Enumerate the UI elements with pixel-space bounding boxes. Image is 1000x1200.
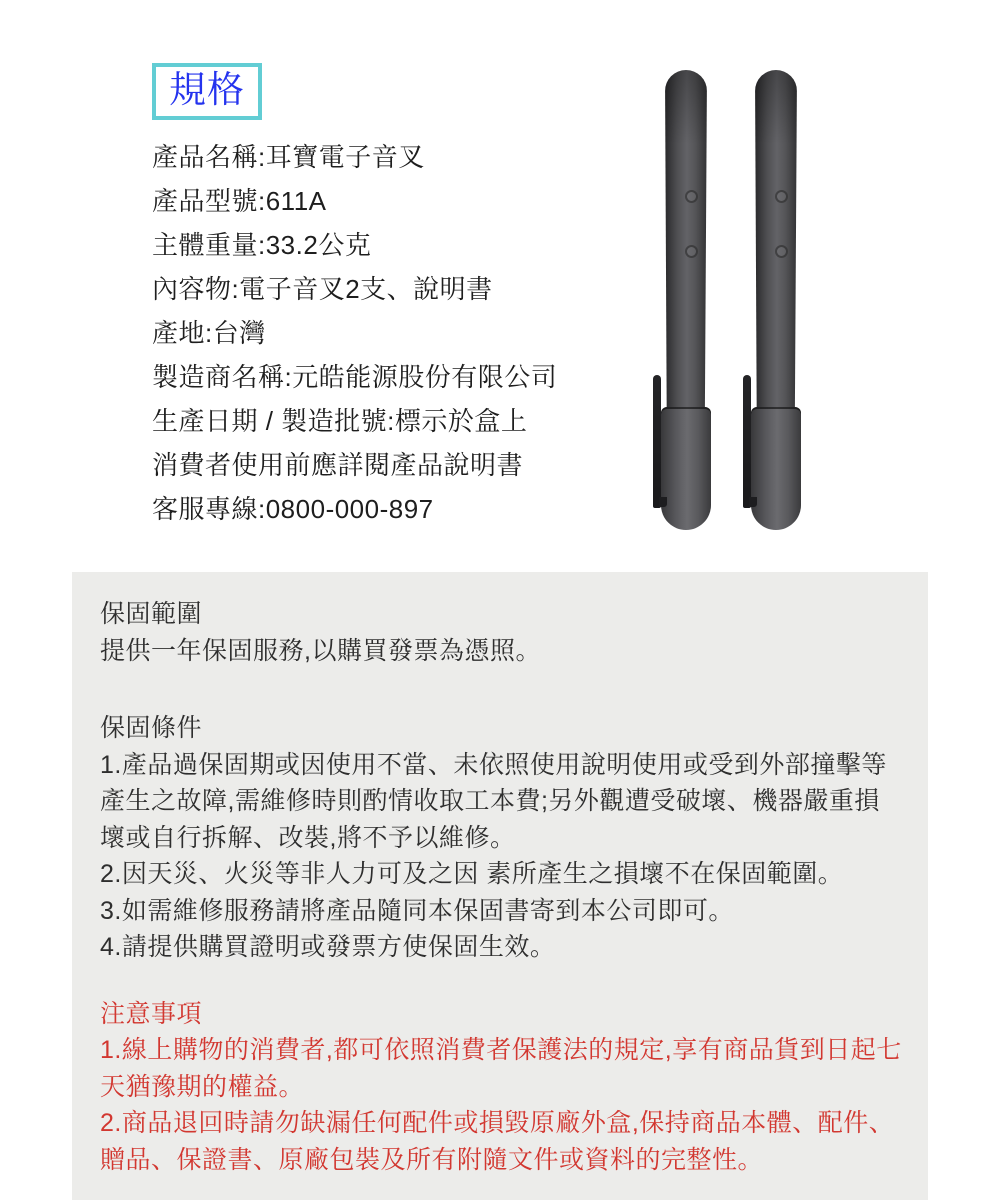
tuning-fork-pen-left — [660, 70, 712, 530]
pen-body — [755, 70, 797, 408]
spec-row-read-manual: 消費者使用前應詳閱產品說明書 — [152, 450, 524, 480]
spec-row-weight: 主體重量:33.2公克 — [152, 230, 372, 260]
warranty-condition-item-3: 3.如需維修服務請將產品隨同本保固書寄到本公司即可。 — [100, 896, 734, 925]
spec-row-model-number: 產品型號:611A — [152, 186, 327, 216]
notice-title: 注意事項 — [100, 999, 203, 1028]
pen-body — [665, 70, 707, 408]
pen-button-bottom — [775, 245, 788, 258]
pen-clip — [653, 375, 661, 508]
tuning-fork-pen-right — [750, 70, 802, 530]
pen-cap — [661, 407, 711, 530]
spec-rows — [152, 135, 557, 531]
spec-row-origin: 產地:台灣 — [152, 318, 266, 348]
pen-button-top — [685, 190, 698, 203]
warranty-panel — [72, 572, 928, 1200]
notice-item-2: 2.商品退回時請勿缺漏任何配件或損毀原廠外盒,保持商品本體、配件、贈品、保證書、原廠包裝及所有附隨文件或資料的完整性。 — [100, 1109, 895, 1174]
warranty-conditions-title: 保固條件 — [100, 714, 203, 742]
spec-row-service-hotline: 客服專線:0800-000-897 — [152, 494, 434, 524]
spec-row-manufacturer: 製造商名稱:元皓能源股份有限公司 — [152, 362, 558, 392]
pen-button-top — [775, 190, 788, 203]
pen-clip — [743, 375, 751, 508]
warranty-condition-item-4: 4.請提供購買證明或發票方使保固生效。 — [100, 933, 556, 961]
notice-item-1: 1.線上購物的消費者,都可依照消費者保護法的規定,享有商品貨到日起七天猶豫期的權益。 — [100, 1036, 902, 1101]
warranty-scope-text: 提供一年保固服務,以購買發票為憑照。 — [100, 636, 541, 665]
warranty-condition-item-1: 1.產品過保固期或因使用不當、未依照使用說明使用或受到外部撞擊等產生之故障,需維修時則酌情收取工本費;另外觀遭受破壞、機器嚴重損壞或自行拆解、改裝,將不予以維修。 — [100, 750, 887, 852]
warranty-condition-item-2: 2.因天災、火災等非人力可及之因 素所產生之損壞不在保固範圍。 — [100, 860, 844, 888]
warranty-scope-title: 保固範圍 — [100, 600, 203, 628]
pen-button-bottom — [685, 245, 698, 258]
pen-cap — [751, 407, 801, 530]
spec-row-production-date: 生產日期 / 製造批號:標示於盒上 — [152, 406, 528, 436]
spec-row-contents: 內容物:電子音叉2支、說明書 — [152, 274, 493, 304]
spec-row-product-name: 產品名稱:耳寶電子音叉 — [152, 142, 425, 172]
spec-title-box: 規格 — [152, 63, 262, 120]
